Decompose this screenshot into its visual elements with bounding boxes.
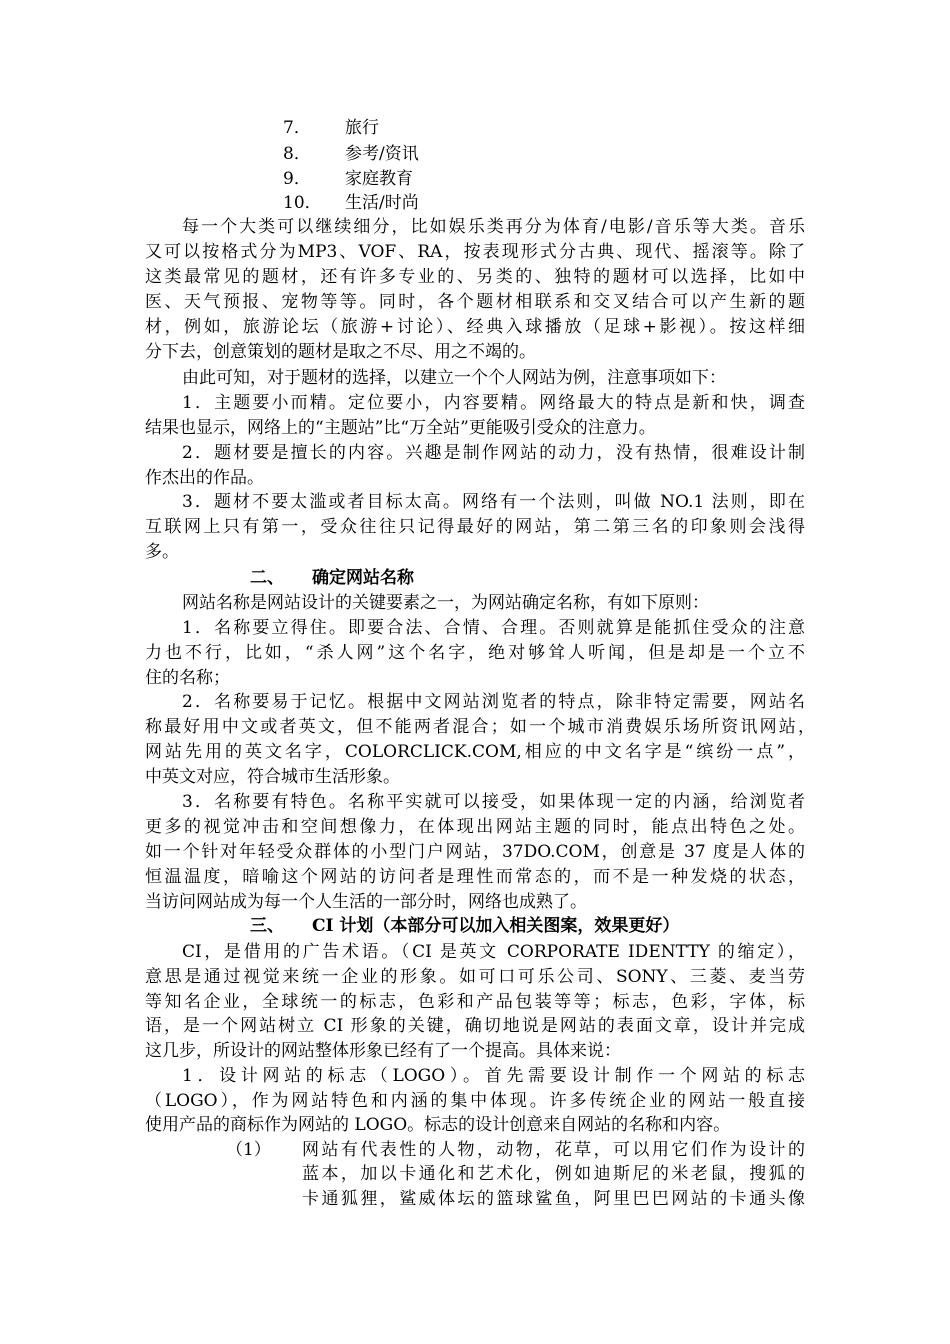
section-heading: 确定网站名称 <box>312 568 414 588</box>
list-number: 7． <box>283 118 311 138</box>
paragraph-line: 1．主题要小而精。定位要小，内容要精。网络最大的特点是新和快，调查 <box>182 393 805 413</box>
paragraph-line: 每一个大类可以继续细分，比如娱乐类再分为体育/电影/音乐等大类。音乐 <box>182 217 805 237</box>
paragraph-line: 语，是一个网站树立 CI 形象的关键，确切地说是网站的表面文章，设计并完成 <box>145 1016 805 1036</box>
sub-item-line: 蓝本，加以卡通化和艺术化，例如迪斯尼的米老鼠，搜狐的 <box>302 1164 805 1184</box>
paragraph-line: 3．题材不要太滥或者目标太高。网络有一个法则，叫做 NO.1 法则，即在 <box>182 492 805 512</box>
paragraph-line: 更多的视觉冲击和空间想像力，在体现出网站主题的同时，能点出特色之处。 <box>145 817 805 837</box>
list-item-text: 生活/时尚 <box>345 193 419 213</box>
paragraph-line: 当访问网站成为每一个人生活的一部分时，网络也成熟了。 <box>145 892 587 912</box>
paragraph-line: 分下去，创意策划的题材是取之不尽、用之不竭的。 <box>145 342 536 362</box>
list-number: 8． <box>283 144 311 164</box>
section-number: 三、 <box>250 916 284 936</box>
paragraph-line: 2．名称要易于记忆。根据中文网站浏览者的特点，除非特定需要，网站名 <box>182 692 805 712</box>
paragraph-line: 结果也显示，网络上的“主题站”比“万全站”更能吸引受众的注意力。 <box>145 418 656 438</box>
paragraph-line: 恒温温度，暗喻这个网站的访问者是理性而常态的，而不是一种发烧的状态， <box>145 867 805 887</box>
paragraph-line: 住的名称； <box>145 668 230 688</box>
paragraph-line: 使用产品的商标作为网站的 LOGO。标志的设计创意来自网站的名称和内容。 <box>145 1115 731 1135</box>
paragraph-line: 1．名称要立得住。即要合法、合情、合理。否则就算是能抓住受众的注意 <box>182 618 805 638</box>
paragraph-line: 2．题材要是擅长的内容。兴趣是制作网站的动力，没有热情，很难设计制 <box>182 443 805 463</box>
paragraph-line: 如一个针对年轻受众群体的小型门户网站，37DO.COM，创意是 37 度是人体的 <box>145 842 805 862</box>
section-number: 二、 <box>250 568 284 588</box>
paragraph-line: 互联网上只有第一，受众往往只记得最好的网站，第二第三名的印象则会浅得 <box>145 517 805 537</box>
paragraph-line: 由此可知，对于题材的选择，以建立一个个人网站为例，注意事项如下： <box>182 368 726 388</box>
paragraph-line: （LOGO），作为网站特色和内涵的集中体现。许多传统企业的网站一般直接 <box>145 1091 805 1111</box>
paragraph-line: 多。 <box>145 542 179 562</box>
paragraph-line: 称最好用中文或者英文，但不能两者混合；如一个城市消费娱乐场所资讯网站， <box>145 717 815 737</box>
list-item-text: 参考/资讯 <box>345 144 419 164</box>
list-item-text: 旅行 <box>345 118 379 138</box>
paragraph-line: 网站先用的英文名字，COLORCLICK.COM,相应的中文名字是“缤纷一点”， <box>145 742 805 762</box>
paragraph-line: 3．名称要有特色。名称平实就可以接受，如果体现一定的内涵，给浏览者 <box>182 792 805 812</box>
sub-item-line: 卡通狐狸，鲨威体坛的篮球鲨鱼，阿里巴巴网站的卡通头像 <box>302 1189 805 1209</box>
sub-item-number: （1） <box>226 1140 271 1160</box>
paragraph-line: 这几步，所设计的网站整体形象已经有了一个提高。具体来说： <box>145 1041 621 1061</box>
paragraph-line: 这类最常见的题材，还有许多专业的、另类的、独特的题材可以选择，比如中 <box>145 267 805 287</box>
list-number: 9． <box>283 169 311 189</box>
list-item-text: 家庭教育 <box>345 169 413 189</box>
paragraph-line: CI，是借用的广告术语。（CI 是英文 CORPORATE IDENTTY 的缩定）， <box>182 942 805 962</box>
paragraph-line: 中英文对应，符合城市生活形象。 <box>145 767 400 787</box>
list-number: 10． <box>283 193 322 213</box>
paragraph-line: 作杰出的作品。 <box>145 468 264 488</box>
paragraph-line: 意思是通过视觉来统一企业的形象。如可口可乐公司、SONY、三菱、麦当劳 <box>145 967 805 987</box>
section-heading: CI 计划（本部分可以加入相关图案，效果更好） <box>312 916 680 936</box>
paragraph-line: 等知名企业，全球统一的标志，色彩和产品包装等等；标志，色彩，字体，标 <box>145 992 805 1012</box>
paragraph-line: 材，例如，旅游论坛（旅游+讨论）、经典入球播放（足球+影视）。按这样细 <box>145 317 805 337</box>
paragraph-line: 1．设计网站的标志（LOGO）。首先需要设计制作一个网站的标志 <box>182 1066 805 1086</box>
paragraph-line: 医、天气预报、宠物等等。同时，各个题材相联系和交叉结合可以产生新的题 <box>145 292 805 312</box>
paragraph-line: 网站名称是网站设计的关键要素之一，为网站确定名称，有如下原则： <box>182 593 709 613</box>
paragraph-line: 力也不行，比如，“杀人网”这个名字，绝对够耸人听闻，但是却是一个立不 <box>145 643 805 663</box>
paragraph-line: 又可以按格式分为MP3、VOF、RA，按表现形式分古典、现代、摇滚等。除了 <box>145 242 805 262</box>
sub-item-line: 网站有代表性的人物，动物，花草，可以用它们作为设计的 <box>302 1140 805 1160</box>
